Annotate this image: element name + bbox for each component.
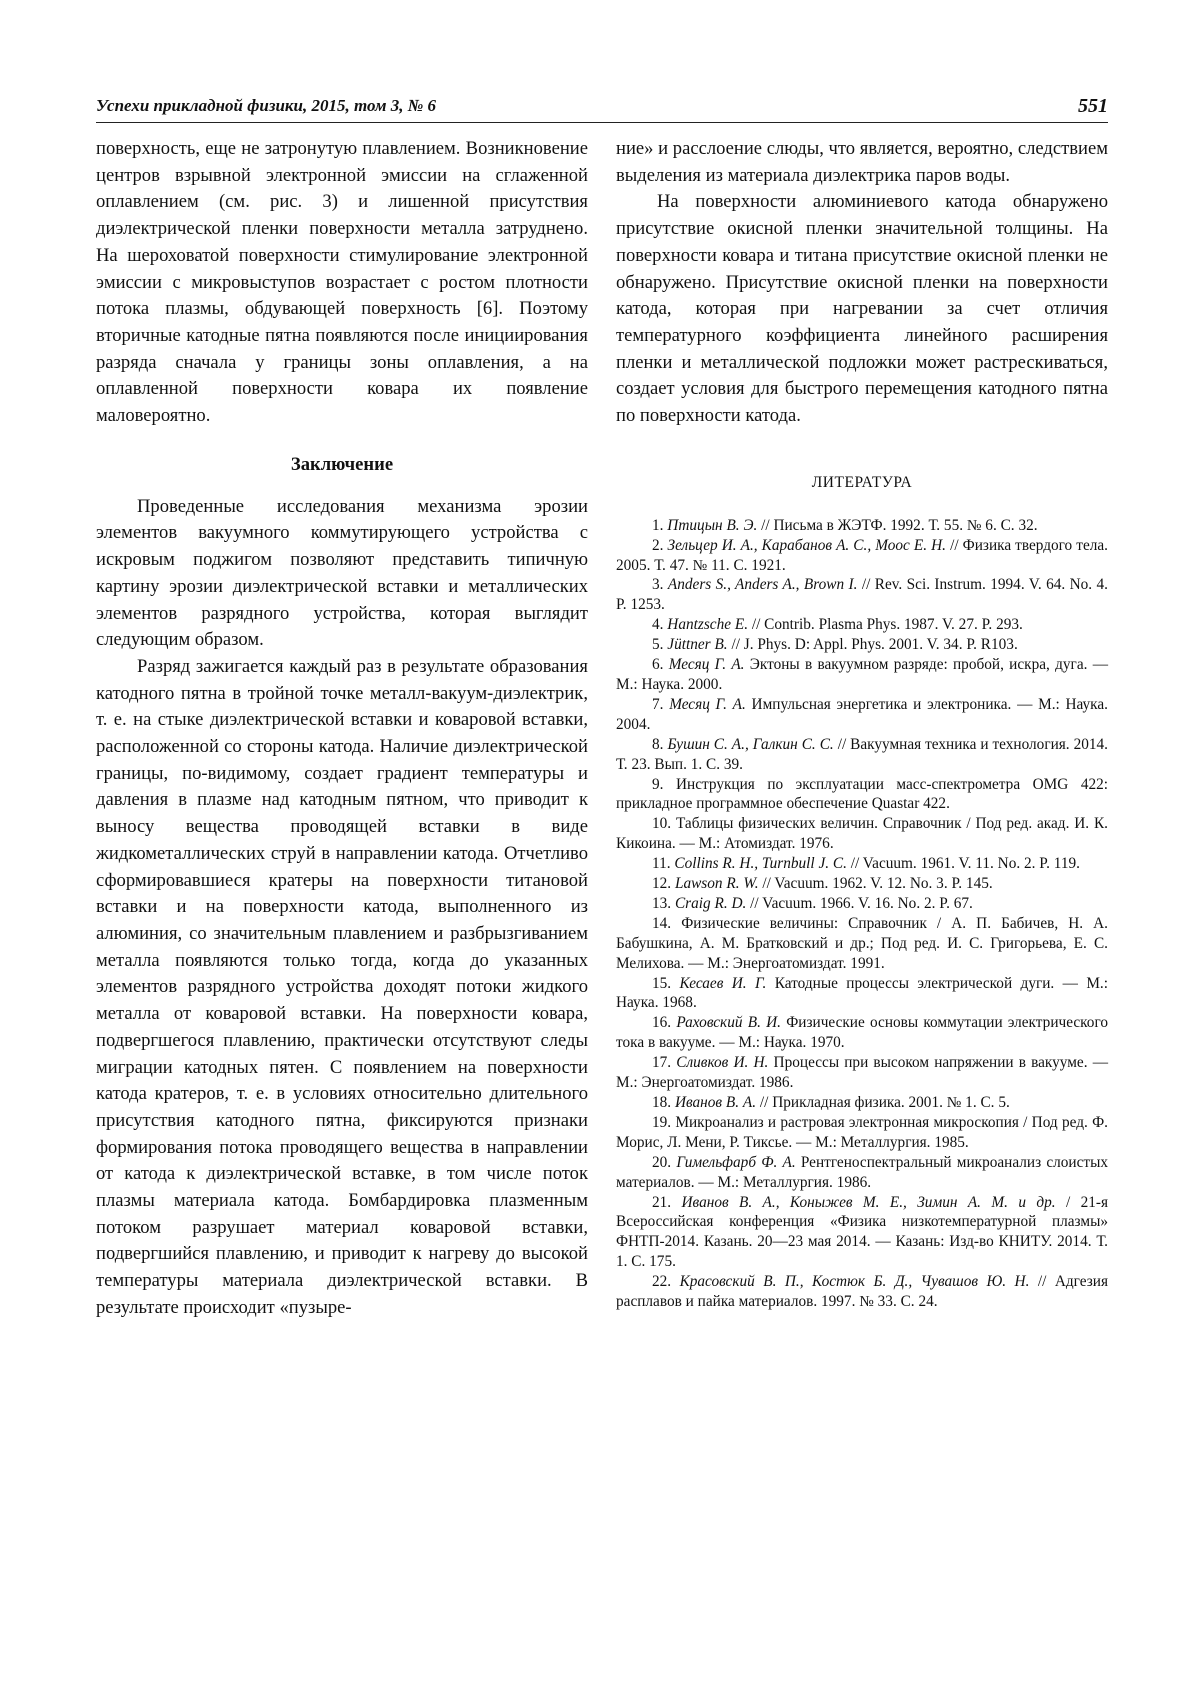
reference-item [616,1272,1108,1312]
reference-authors: Сливков И. Н. [676,1054,769,1072]
reference-number: 7. [652,695,670,713]
reference-number: 18. [652,1094,675,1112]
reference-authors: Зельцер И. А., Карабанов А. С., Моос Е. Н. [667,536,946,554]
reference-number: 17. [652,1054,677,1072]
reference-number: 21. [652,1193,682,1211]
reference-item [616,735,1108,775]
reference-authors: Иванов В. А., Коныжев М. Е., Зимин А. М. и др. [681,1193,1056,1211]
reference-text: // Contrib. Plasma Phys. 1987. V. 27. P. 293. [748,616,1023,634]
reference-text: // Вакуумная техника и технология. 2014. Т. 23. Вып. 1. С. 39. [616,735,1109,773]
page-number: 551 [1078,95,1108,117]
reference-text: // Vacuum. 1966. V. 16. No. 2. P. 67. [746,894,973,912]
reference-item [616,894,1108,914]
running-header [96,88,1108,123]
reference-text: / 21-я Всероссийская конференция «Физика низкотемпературной плазмы» ФНТП-2014. Казань. 20—23 мая 2014. — Казань: Изд-во КНИТУ. 2014. Т. 1. С. 175. [616,1193,1108,1271]
reference-item [616,615,1108,635]
reference-item [616,1153,1108,1193]
reference-text: // J. Phys. D: Appl. Phys. 2001. V. 34. P. R103. [727,636,1018,654]
reference-number: 5. [652,636,668,654]
reference-item [616,1053,1108,1093]
reference-authors: Jüttner B. [667,636,728,654]
reference-authors: Месяц Г. А. [668,656,745,674]
reference-number: 19. [652,1113,676,1131]
reference-item [616,536,1108,576]
reference-text: Таблицы физических величин. Справочник / Под ред. акад. И. К. Кикоина. — М.: Атомиздат. 1976. [616,815,1108,853]
reference-text: Физические основы коммутации электрического тока в вакууме. — М.: Наука. 1970. [616,1014,1108,1052]
reference-number: 1. [652,516,668,534]
reference-authors: Птицын В. Э. [667,516,758,534]
reference-number: 3. [652,576,668,594]
reference-text: // Адгезия расплавов и пайка материалов. 1997. № 33. С. 24. [616,1273,1108,1311]
reference-text: Катодные процессы электрической дуги. — М.: Наука. 1968. [616,974,1108,1012]
reference-item [616,1113,1108,1153]
reference-authors: Hantzsche E. [667,616,749,634]
reference-authors: Collins R. H., Turnbull J. C. [674,855,847,873]
reference-number: 8. [652,735,668,753]
reference-item [616,814,1108,854]
reference-authors: Иванов В. А. [674,1094,757,1112]
reference-item [616,775,1108,815]
right-column [616,136,1108,1312]
reference-text: // Vacuum. 1962. V. 12. No. 3. P. 145. [758,875,993,893]
reference-authors: Anders S., Anders A., Brown I. [667,576,858,594]
reference-number: 13. [652,894,675,912]
reference-number: 11. [652,855,675,873]
reference-text: Процессы при высоком напряжении в вакууме. — М.: Энергоатомиздат. 1986. [616,1054,1108,1092]
reference-item [616,1093,1108,1113]
body-paragraph: поверхность, еще не затронутую плавлением. Возникновение центров взрывной электронной эмиссии на сглаженной оплавлением (см. рис. 3) и лишенной присутствия диэлектрической пленки поверхности металла затруднено. На шероховатой поверхности стимулирование электронной эмиссии с микровыступов возрастает с ростом плотности потока плазмы, обдувающей поверхность [6]. Поэтому вторичные катодные пятна появляются после инициирования разряда сначала у границы зоны оплавления, а на оплавленной поверхности ковара их появление маловероятно. [96,138,588,427]
reference-number: 22. [652,1273,680,1291]
reference-text: Физические величины: Справочник / А. П. Бабичев, Н. А. Бабушкина, А. М. Братковский и др.; Под ред. И. С. Григорьева, Е. С. Мелихова. — М.: Энергоатомиздат. 1991. [616,914,1108,972]
reference-authors: Бушин С. А., Галкин С. С. [667,735,834,753]
reference-text: // Rev. Sci. Instrum. 1994. V. 64. No. 4. P. 1253. [616,576,1109,614]
reference-item [616,1013,1108,1053]
reference-item [616,695,1108,735]
reference-authors: Lawson R. W. [674,875,759,893]
reference-number: 16. [652,1014,677,1032]
body-paragraph: ние» и расслоение слюды, что является, вероятно, следствием выделения из материала диэлектрика паров воды. [616,138,1108,186]
reference-item [616,575,1108,615]
reference-number: 4. [652,616,668,634]
reference-text: // Письма в ЖЭТФ. 1992. Т. 55. № 6. С. 32. [757,516,1038,534]
section-title: Заключение [290,453,394,475]
body-paragraph: Проведенные исследования механизма эрозии элементов вакуумного коммутирующего устройства с искровым поджигом позволяют представить типичную картину эрозии диэлектрической вставки и металлических элементов разрядного устройства, которая выглядит следующим образом. [96,495,588,651]
reference-number: 14. [652,914,682,932]
reference-number: 15. [652,974,680,992]
reference-text: Инструкция по эксплуатации масс-спектрометра OMG 422: прикладное программное обеспечение Quastar 422. [616,775,1109,813]
reference-item [616,914,1108,974]
body-paragraph: Разряд зажигается каждый раз в результате образования катодного пятна в тройной точке металл-вакуум-диэлектрик, т. е. на стыке диэлектрической вставки и коваровой вставки, расположенной со стороны катода. Наличие диэлектрической границы, по-видимому, создает градиент температуры и давления в плазме над катодным пятном, что приводит к выносу вещества проводящей вставки в виде жидкометаллических струй в направлении катода. Отчетливо сформировавшиеся кратеры на поверхности титановой вставки и на поверхности катода, выполненного из алюминия, со значительным плавлением и разбрызгиванием металла появляются только тогда, когда до указанных элементов разрядного устройства доходят потоки жидкого металла от коваровой вставки. На поверхности ковара, подвергшегося плавлению, практически отсутствуют следы миграции катодных пятен. С появлением на поверхности катода кратеров, т. е. в условиях относительно длительного присутствия катодного пятна, фиксируются признаки формирования потока проводящего вещества в направлении от катода к диэлектрической вставке, в том числе поток плазмы материала катода. Бомбардировка плазменным потоком разрушает материал коваровой вставки, подвергшийся плавлению, и приводит к нагреву до высокой температуры материала диэлектрической вставки. В результате происходит «пузыре- [96,655,588,1318]
reference-text: // Vacuum. 1961. V. 11. No. 2. P. 119. [846,855,1080,873]
reference-authors: Гимельфарб Ф. А. [676,1153,796,1171]
reference-text: Рентгеноспектральный микроанализ слоистых материалов. — М.: Металлургия. 1986. [616,1153,1108,1191]
body-paragraph: На поверхности алюминиевого катода обнаружено присутствие окисной пленки значительной толщины. На поверхности ковара и титана присутствие окисной пленки не обнаружено. Присутствие окисной пленки на поверхности катода, которая при нагревании за счет отличия температурного коэффициента линейного расширения пленки и металлической подложки может растрескиваться, создает условия для быстрого перемещения катодного пятна по поверхности катода. [616,191,1108,427]
journal-title: Успехи прикладной физики, 2015, том 3, № 6 [96,96,437,115]
reference-item [616,655,1108,695]
references-title: ЛИТЕРАТУРА [811,473,913,491]
reference-text: Микроанализ и растровая электронная микроскопия / Под ред. Ф. Морис, Л. Мени, Р. Тиксье. — М.: Металлургия. 1985. [616,1113,1108,1151]
reference-item [616,516,1108,536]
reference-number: 10. [652,815,676,833]
reference-authors: Месяц Г. А. [669,695,746,713]
reference-number: 2. [652,536,668,554]
reference-text: Эктоны в вакуумном разряде: пробой, искра, дуга. — М.: Наука. 2000. [616,656,1109,693]
reference-authors: Craig R. D. [674,894,747,912]
reference-text: // Физика твердого тела. 2005. Т. 47. № 11. С. 1921. [616,536,1108,574]
reference-item [616,635,1108,655]
reference-number: 9. [652,775,676,793]
reference-number: 20. [652,1153,677,1171]
reference-text: // Прикладная физика. 2001. № 1. С. 5. [756,1094,1010,1112]
reference-authors: Раховский В. И. [676,1014,781,1032]
reference-item [616,874,1108,894]
reference-number: 12. [652,875,675,893]
reference-list [616,516,1108,1312]
reference-authors: Кесаев И. Г. [679,974,767,992]
reference-number: 6. [652,656,669,674]
left-column [96,136,588,1322]
reference-authors: Красовский В. П., Костюк Б. Д., Чувашов Ю. Н. [679,1273,1030,1291]
reference-item [616,1193,1108,1273]
reference-item [616,974,1108,1014]
reference-item [616,854,1108,874]
reference-text: Импульсная энергетика и электроника. — М.: Наука. 2004. [616,695,1109,733]
